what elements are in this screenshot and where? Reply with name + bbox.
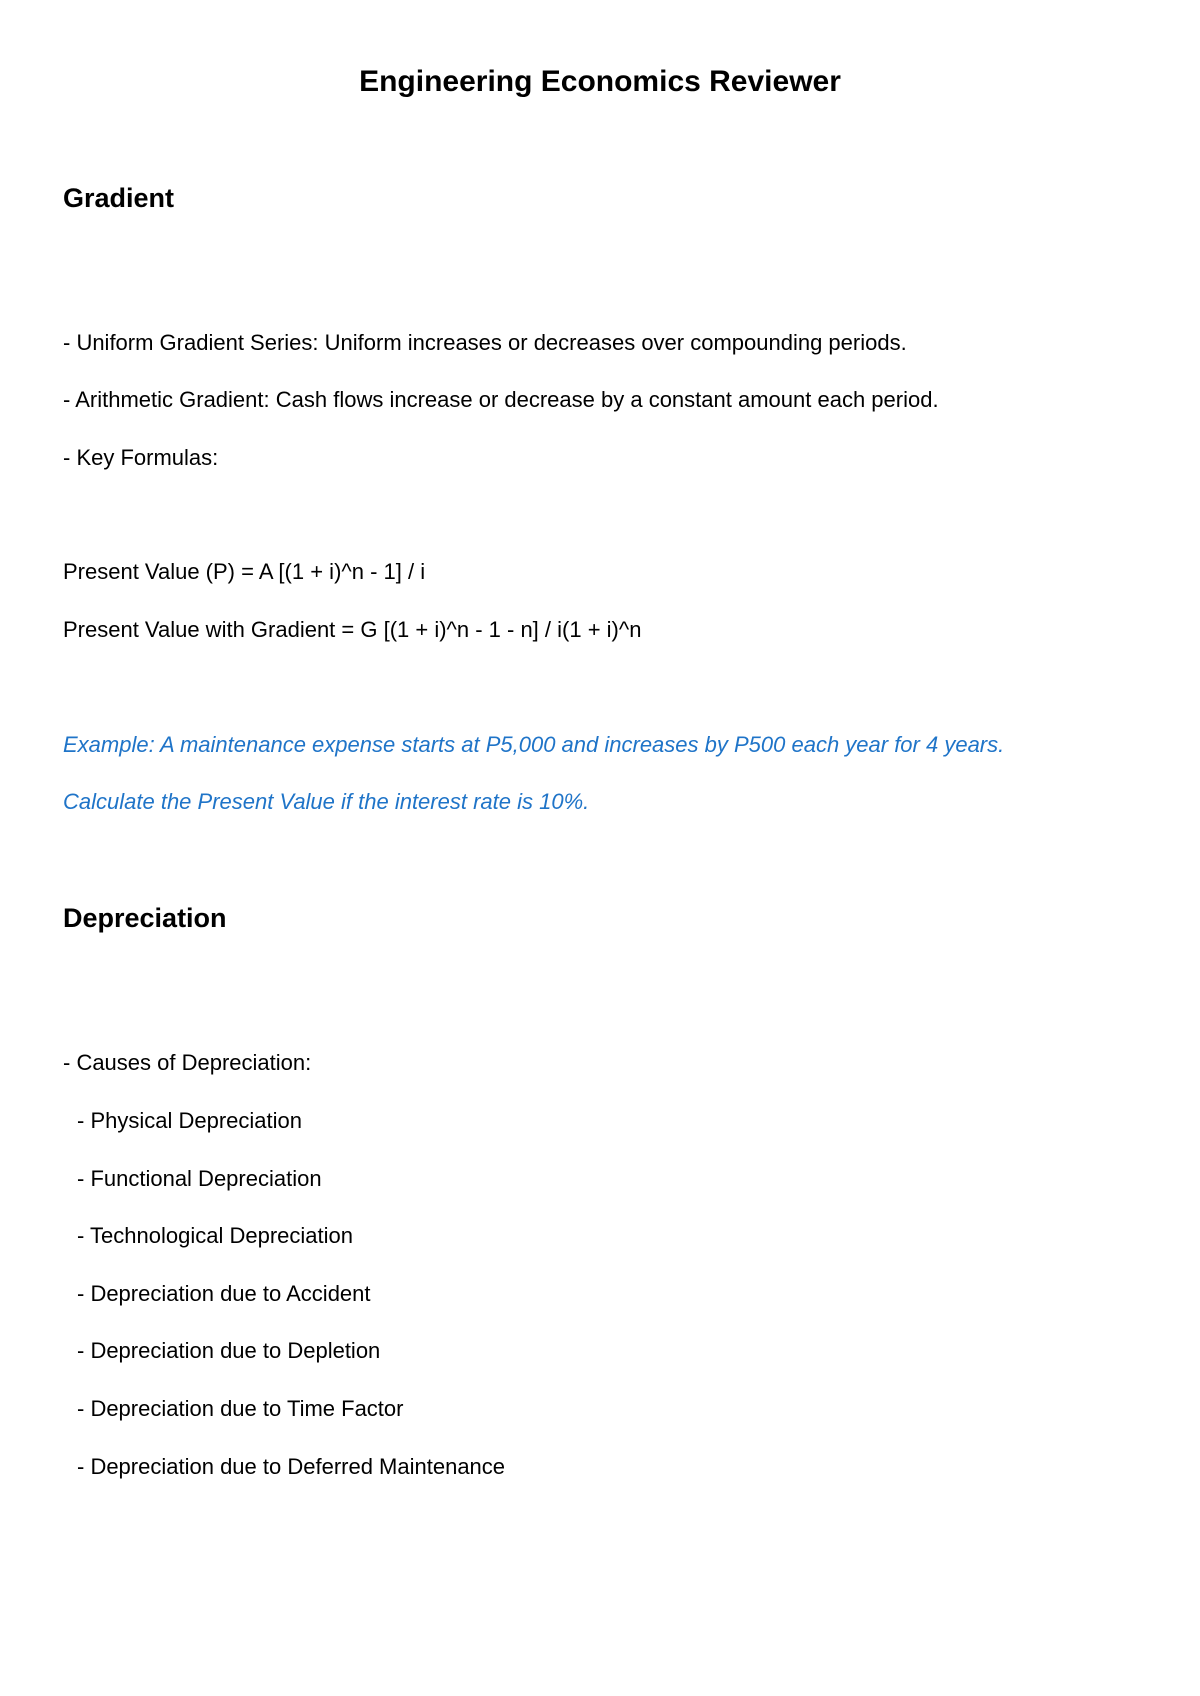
gradient-bullet-arithmetic: - Arithmetic Gradient: Cash flows increase or decrease by a constant amount each period. (63, 387, 939, 412)
gradient-bullet-key-formulas: - Key Formulas: (63, 445, 219, 470)
depreciation-causes-intro: - Causes of Depreciation: (63, 1050, 312, 1075)
section-heading-gradient: Gradient (63, 183, 175, 213)
example-line-2: Calculate the Present Value if the interest rate is 10%. (63, 789, 590, 814)
cause-item: - Depreciation due to Accident (77, 1281, 371, 1306)
example-line-1: Example: A maintenance expense starts at P5,000 and increases by P500 each year for 4 years. (63, 732, 1005, 757)
cause-item: - Depreciation due to Depletion (77, 1338, 381, 1363)
section-heading-depreciation: Depreciation (63, 903, 227, 933)
cause-item: - Physical Depreciation (77, 1108, 302, 1133)
document-title: Engineering Economics Reviewer (359, 65, 841, 98)
cause-item: - Technological Depreciation (77, 1223, 353, 1248)
cause-item: - Functional Depreciation (77, 1166, 322, 1191)
formula-present-value-gradient: Present Value with Gradient = G [(1 + i)^n - 1 - n] / i(1 + i)^n (63, 617, 642, 642)
cause-item: - Depreciation due to Deferred Maintenance (77, 1454, 506, 1479)
gradient-bullet-uniform: - Uniform Gradient Series: Uniform increases or decreases over compounding periods. (63, 330, 907, 355)
formula-present-value: Present Value (P) = A [(1 + i)^n - 1] / i (63, 559, 426, 584)
cause-item: - Depreciation due to Time Factor (77, 1396, 404, 1421)
